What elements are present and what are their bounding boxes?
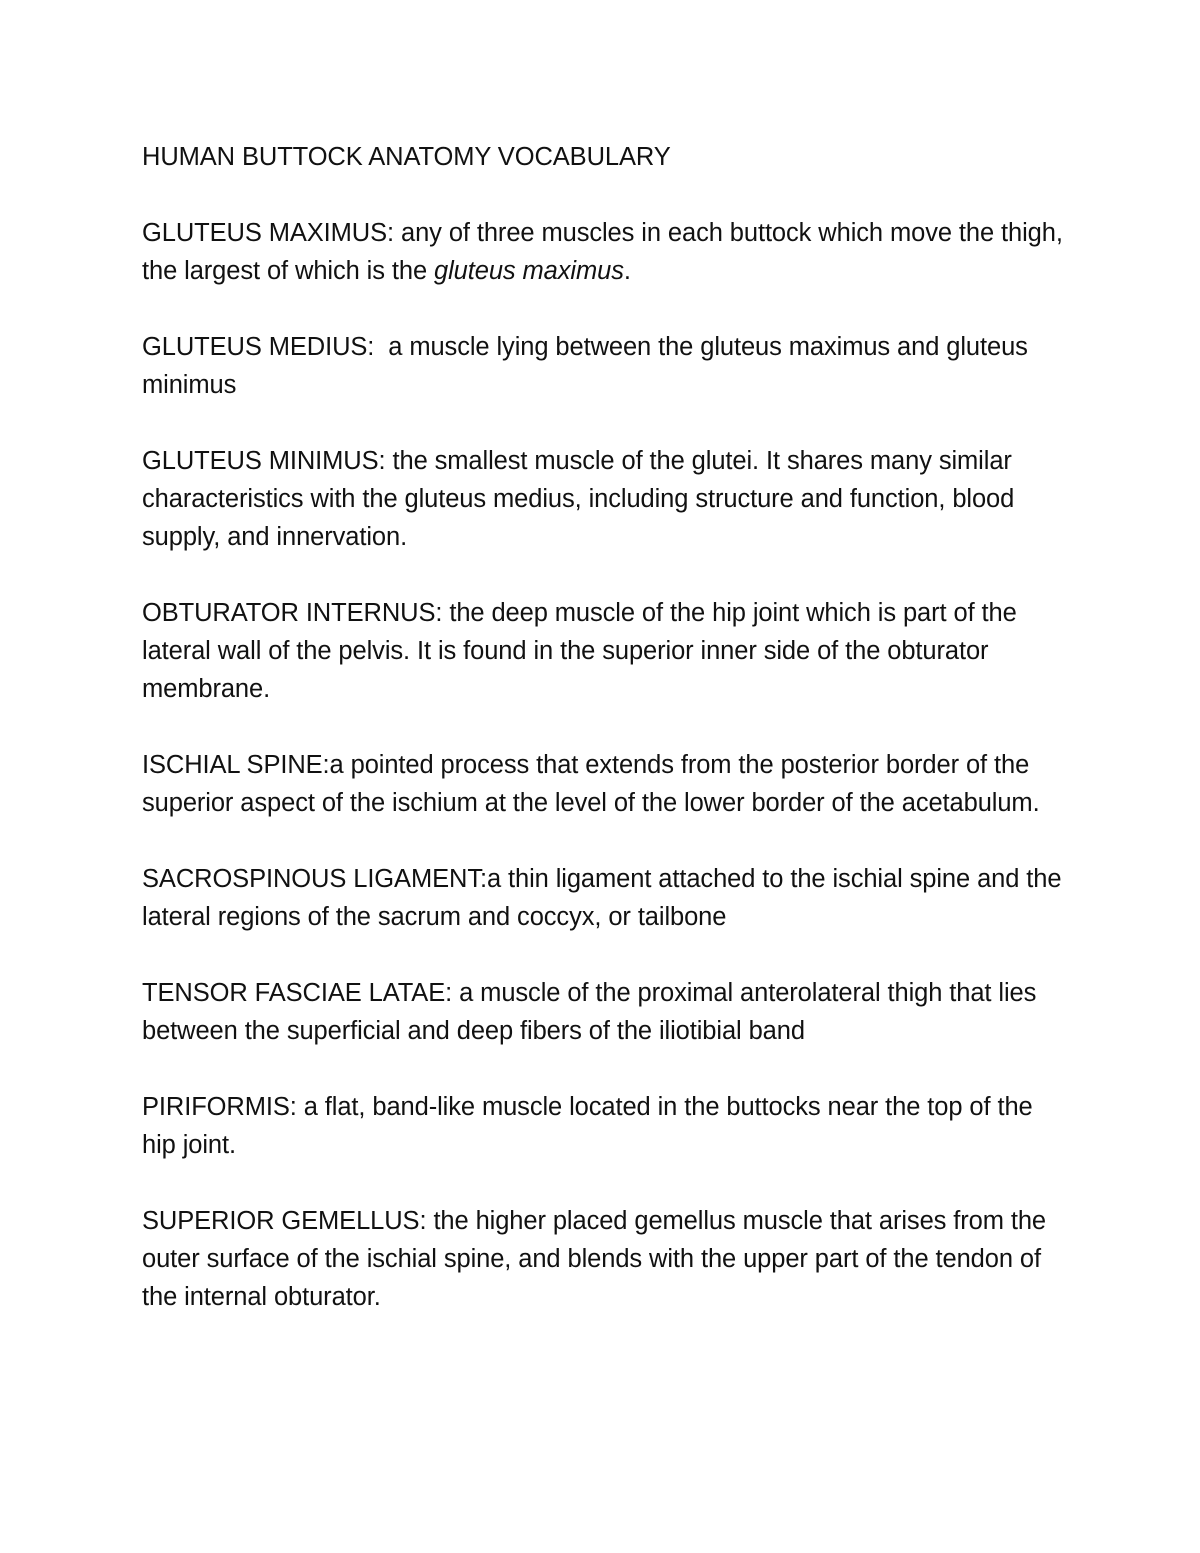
entry-term: SUPERIOR GEMELLUS: bbox=[142, 1207, 427, 1235]
vocab-entry-superior-gemellus bbox=[142, 1202, 1067, 1316]
entry-term: GLUTEUS MAXIMUS: bbox=[142, 219, 395, 247]
vocab-entry-ischial-spine bbox=[142, 746, 1067, 822]
vocab-entry-obturator-internus bbox=[142, 594, 1067, 708]
entry-definition: the deep muscle of the hip joint which is part of the lateral wall of the pelvis. It is found in the superior inner side of the obturator membrane. bbox=[142, 599, 1017, 703]
entry-definition-end: . bbox=[623, 257, 631, 285]
entry-term: SACROSPINOUS LIGAMENT: bbox=[142, 865, 487, 893]
entry-definition: a pointed process that extends from the posterior border of the superior aspect of the ischium at the level of the lower border of the acetabulum. bbox=[142, 751, 1040, 817]
entry-definition: the smallest muscle of the glutei. It shares many similar characteristics with the gluteus medius, including structure and function, blood supply, and innervation. bbox=[142, 447, 1015, 551]
entry-term: OBTURATOR INTERNUS: bbox=[142, 599, 443, 627]
entry-term: ISCHIAL SPINE: bbox=[142, 751, 330, 779]
entry-emphasis: gluteus maximus bbox=[434, 257, 624, 285]
entry-definition: a muscle of the proximal anterolateral thigh that lies between the superficial and deep fibers of the iliotibial band bbox=[142, 979, 1037, 1045]
vocab-entry-gluteus-maximus bbox=[142, 214, 1067, 290]
entry-term: GLUTEUS MINIMUS: bbox=[142, 447, 386, 475]
vocab-entry-tensor-fasciae-latae bbox=[142, 974, 1067, 1050]
vocab-entry-piriformis bbox=[142, 1088, 1067, 1164]
entry-definition: a thin ligament attached to the ischial spine and the lateral regions of the sacrum and coccyx, or tailbone bbox=[142, 865, 1062, 931]
entry-term: TENSOR FASCIAE LATAE: bbox=[142, 979, 453, 1007]
vocab-entry-sacrospinous-ligament bbox=[142, 860, 1067, 936]
page-title: HUMAN BUTTOCK ANATOMY VOCABULARY bbox=[142, 143, 671, 171]
vocab-entry-gluteus-minimus bbox=[142, 442, 1067, 556]
entry-definition: a flat, band-like muscle located in the buttocks near the top of the hip joint. bbox=[142, 1093, 1033, 1159]
document-body bbox=[142, 138, 1067, 1354]
entry-term: PIRIFORMIS: bbox=[142, 1093, 297, 1121]
entry-definition: any of three muscles in each buttock which move the thigh, the largest of which is the bbox=[142, 219, 1063, 285]
vocab-entry-gluteus-medius bbox=[142, 328, 1067, 404]
entry-term: GLUTEUS MEDIUS: bbox=[142, 333, 375, 361]
entry-definition: a muscle lying between the gluteus maximus and gluteus minimus bbox=[142, 333, 1035, 399]
entry-definition: the higher placed gemellus muscle that arises from the outer surface of the ischial spine, and blends with the upper part of the tendon of the internal obturator. bbox=[142, 1207, 1047, 1311]
